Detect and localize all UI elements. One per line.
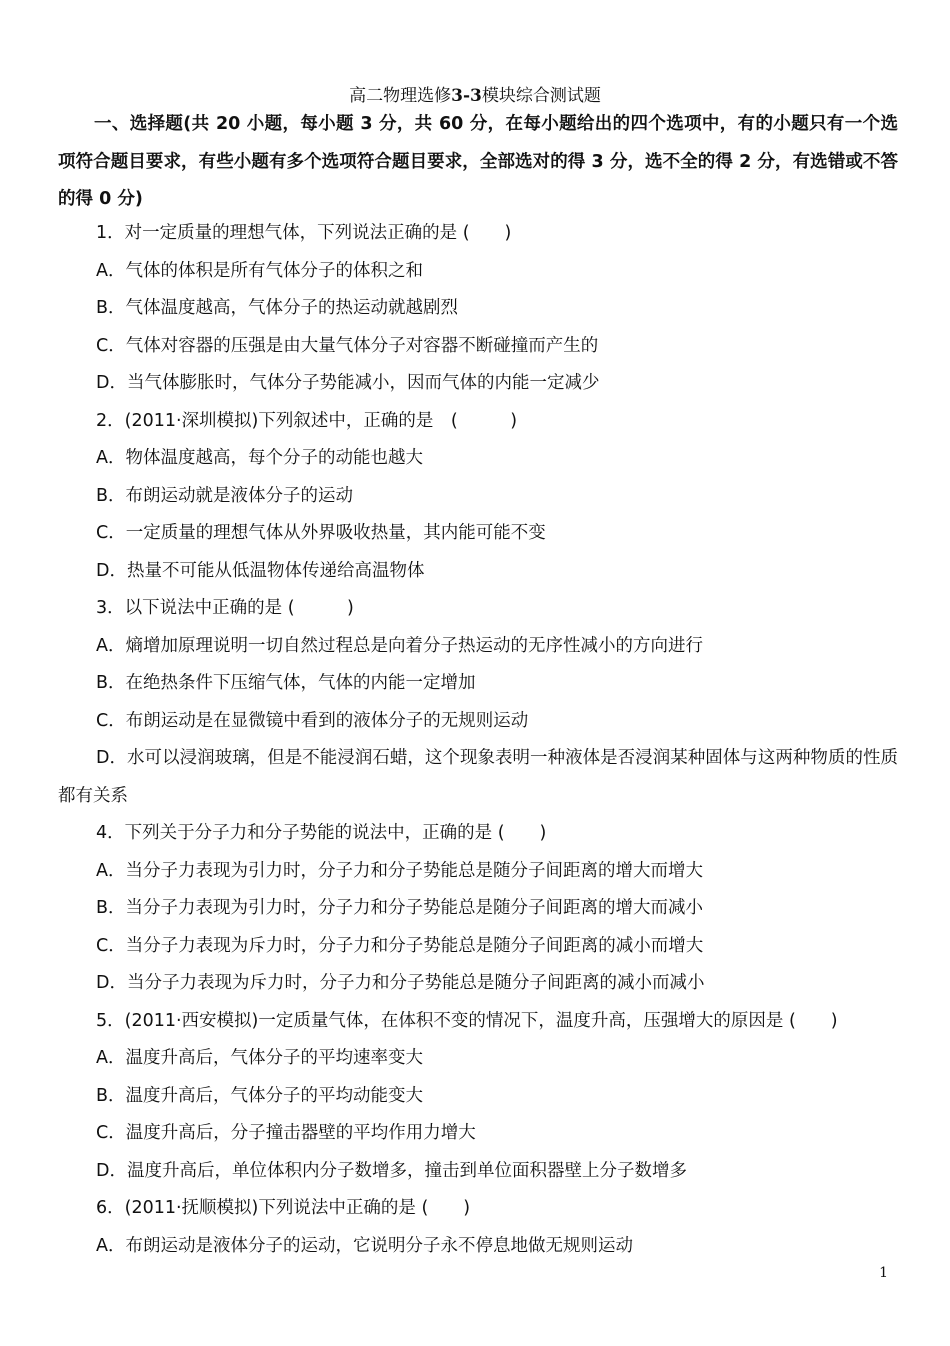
- answer-option: C．一定质量的理想气体从外界吸收热量，其内能可能不变: [96, 523, 546, 543]
- answer-option: A．物体温度越高，每个分子的动能也越大: [96, 448, 423, 468]
- answer-option: B．气体温度越高，气体分子的热运动就越剧烈: [96, 298, 459, 318]
- question-stem: 1．对一定质量的理想气体，下列说法正确的是 ( ): [96, 223, 512, 243]
- answer-option: B．在绝热条件下压缩气体，气体的内能一定增加: [96, 673, 476, 693]
- answer-option: D．水可以浸润玻璃，但是不能浸润石蜡，这个现象表明一种液体是否浸润某种固体与这两种物质的性质都有关系: [58, 748, 898, 806]
- document-title: [0, 84, 950, 108]
- answer-option: B．温度升高后，气体分子的平均动能变大: [96, 1085, 424, 1106]
- answer-option: D．温度升高后，单位体积内分子数增多，撞击到单位面积器壁上分子数增多: [96, 1160, 687, 1181]
- answer-option: C．布朗运动是在显微镜中看到的液体分子的无规则运动: [96, 710, 529, 731]
- answer-option: D．当气体膨胀时，气体分子势能减小，因而气体的内能一定减少: [96, 373, 600, 393]
- answer-option: A．气体的体积是所有气体分子的体积之和: [96, 260, 423, 281]
- answer-option: A．熵增加原理说明一切自然过程总是向着分子热运动的无序性减小的方向进行: [96, 635, 703, 656]
- page-number: 1: [879, 1265, 888, 1281]
- answer-option: C．温度升高后，分子撞击器壁的平均作用力增大: [96, 1123, 476, 1143]
- answer-option: B．布朗运动就是液体分子的运动: [96, 485, 354, 506]
- answer-option: C．气体对容器的压强是由大量气体分子对容器不断碰撞而产生的: [96, 335, 599, 356]
- answer-option: D．当分子力表现为斥力时，分子力和分子势能总是随分子间距离的减小而减小: [96, 973, 705, 993]
- answer-option: C．当分子力表现为斥力时，分子力和分子势能总是随分子间距离的减小而增大: [96, 935, 704, 956]
- title-module-number: 3-3: [451, 86, 482, 106]
- question-stem: 4．下列关于分子力和分子势能的说法中，正确的是 ( ): [96, 823, 547, 843]
- answer-option: A．温度升高后，气体分子的平均速率变大: [96, 1048, 423, 1068]
- answer-option: A．布朗运动是液体分子的运动，它说明分子永不停息地做无规则运动: [96, 1235, 633, 1256]
- question-stem: 2．(2011·深圳模拟)下列叙述中，正确的是 ( ): [96, 410, 518, 431]
- section-instructions: 一、选择题(共 20 小题，每小题 3 分，共 60 分，在每小题给出的四个选项中，有的小题只有一个选项符合题目要求，有些小题有多个选项符合题目要求，全部选对的得 3 分，选不全的得 2 分，有选错或不答的得 0 分): [58, 114, 898, 209]
- question-stem: 6．(2011·抚顺模拟)下列说法中正确的是 ( ): [96, 1198, 471, 1218]
- answer-option: B．当分子力表现为引力时，分子力和分子势能总是随分子间距离的增大而减小: [96, 898, 704, 918]
- question-stem: 5．(2011·西安模拟)一定质量气体，在体积不变的情况下，温度升高，压强增大的原因是 ( ): [96, 1010, 838, 1031]
- title-prefix: 高二物理选修: [349, 86, 452, 106]
- question-list: [58, 215, 898, 1265]
- question-stem: 3．以下说法中正确的是 ( ): [96, 598, 354, 618]
- answer-option: D．热量不可能从低温物体传递给高温物体: [96, 560, 425, 581]
- title-suffix: 模块综合测试题: [481, 86, 601, 106]
- answer-option: A．当分子力表现为引力时，分子力和分子势能总是随分子间距离的增大而增大: [96, 860, 703, 881]
